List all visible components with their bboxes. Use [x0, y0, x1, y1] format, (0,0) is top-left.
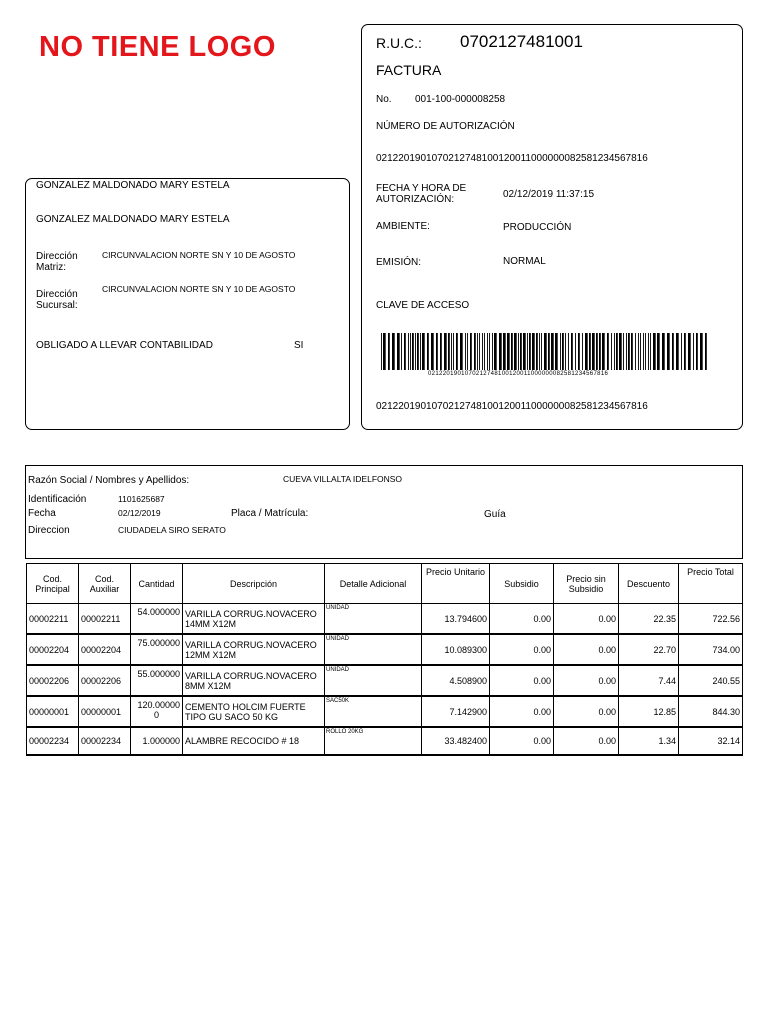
issuer-name: GONZALEZ MALDONADO MARY ESTELA [36, 180, 230, 191]
header-precio-unitario: Precio Unitario [422, 564, 490, 604]
cell-descripcion [183, 634, 325, 665]
cell-cantidad-l1: 75.000000 [137, 638, 180, 648]
cell-subsidio: 0.00 [490, 727, 554, 755]
razon-label: Razón Social / Nombres y Apellidos: [28, 475, 190, 486]
ruc-label: R.U.C.: [376, 35, 422, 51]
cell-detalle [325, 696, 422, 727]
cell-precio-sin-subsidio: 0.00 [554, 604, 619, 635]
cell-desc-l1: CEMENTO HOLCIM FUERTE [185, 701, 306, 712]
issuer-trade-name: GONZALEZ MALDONADO MARY ESTELA [36, 214, 230, 225]
header-precio-total: Precio Total [679, 564, 743, 604]
auth-date-label-line1: FECHA Y HORA DE [376, 183, 467, 194]
barcode-image [379, 333, 709, 370]
header-precio-sin-subsidio [554, 564, 619, 604]
header-detalle: Detalle Adicional [325, 564, 422, 604]
cell-precio-unitario: 13.794600 [422, 604, 490, 635]
header-cod-auxiliar-line1: Cod. [94, 573, 114, 584]
fecha-value: 02/12/2019 [118, 508, 161, 518]
cell-precio-unitario: 7.142900 [422, 696, 490, 727]
cell-subsidio: 0.00 [490, 634, 554, 665]
id-label: Identificación [28, 494, 87, 505]
cell-cod: 00002211 [27, 604, 79, 635]
cell-cantidad [131, 665, 183, 696]
cell-detalle [325, 727, 422, 755]
auth-date-label-line2: AUTORIZACIÓN: [376, 194, 455, 205]
cell-precio-unitario: 4.508900 [422, 665, 490, 696]
fecha-label: Fecha [28, 508, 56, 519]
cell-aux: 00000001 [79, 696, 131, 727]
cell-desc-l2: 12MM X12M [185, 649, 237, 660]
cell-descuento: 7.44 [619, 665, 679, 696]
cell-aux: 00002206 [79, 665, 131, 696]
cell-desc-l2: TIPO GU SACO 50 KG [185, 711, 279, 722]
ruc-value: 0702127481001 [460, 32, 583, 51]
dir-sucursal-label-line2: Sucursal: [36, 300, 78, 311]
cell-detalle [325, 665, 422, 696]
cell-precio-total: 722.56 [679, 604, 743, 635]
table-row [27, 665, 743, 696]
cell-precio-total: 240.55 [679, 665, 743, 696]
cell-cod: 00002206 [27, 665, 79, 696]
auth-label: NÚMERO DE AUTORIZACIÓN [376, 121, 515, 132]
cell-subsidio: 0.00 [490, 604, 554, 635]
cell-desc-l1: VARILLA CORRUG.NOVACERO [185, 670, 317, 681]
cell-precio-total: 844.30 [679, 696, 743, 727]
contabilidad-label: OBLIGADO A LLEVAR CONTABILIDAD [36, 340, 213, 351]
dir-sucursal-value: CIRCUNVALACION NORTE SN Y 10 DE AGOSTO [102, 284, 296, 294]
header-precio-sin-line2: Subsidio [568, 583, 604, 594]
header-cod-auxiliar-line2: Auxiliar [89, 583, 120, 594]
dir-matriz-label-line2: Matriz: [36, 262, 66, 273]
cell-cantidad-l1: 1.000000 [142, 736, 180, 746]
items-table [26, 563, 743, 756]
direccion-value: CIUDADELA SIRO SERATO [118, 525, 226, 535]
dir-matriz-label [36, 251, 78, 273]
cell-subsidio: 0.00 [490, 665, 554, 696]
header-cod-principal [27, 564, 79, 604]
cell-cantidad [131, 696, 183, 727]
cell-precio-unitario: 33.482400 [422, 727, 490, 755]
cell-precio-sin-subsidio: 0.00 [554, 665, 619, 696]
cell-cantidad-l1: 54.000000 [137, 607, 180, 617]
table-row [27, 696, 743, 727]
emision-value: NORMAL [503, 256, 546, 267]
dir-matriz-value: CIRCUNVALACION NORTE SN Y 10 DE AGOSTO [102, 250, 296, 260]
table-header-row [27, 564, 743, 604]
cell-aux: 00002211 [79, 604, 131, 635]
clave-label: CLAVE DE ACCESO [376, 300, 470, 311]
header-descuento: Descuento [619, 564, 679, 604]
header-subsidio: Subsidio [490, 564, 554, 604]
header-cod-principal-line2: Principal [35, 583, 70, 594]
cell-cod: 00002204 [27, 634, 79, 665]
cell-cod: 00002234 [27, 727, 79, 755]
cell-detalle-text: SAC50K [326, 698, 350, 704]
dir-sucursal-label-line1: Dirección [36, 289, 78, 300]
razon-value: CUEVA VILLALTA IDELFONSO [283, 474, 403, 484]
cell-descripcion [183, 665, 325, 696]
cell-detalle [325, 634, 422, 665]
cell-descripcion [183, 604, 325, 635]
cell-precio-sin-subsidio: 0.00 [554, 727, 619, 755]
cell-descripcion [183, 727, 325, 755]
table-row [27, 727, 743, 755]
cell-precio-total: 32.14 [679, 727, 743, 755]
guia-label: Guía [484, 509, 506, 520]
cell-precio-sin-subsidio: 0.00 [554, 696, 619, 727]
cell-precio-unitario: 10.089300 [422, 634, 490, 665]
cell-precio-sin-subsidio: 0.00 [554, 634, 619, 665]
cell-desc-l1: VARILLA CORRUG.NOVACERO [185, 608, 317, 619]
header-cod-auxiliar [79, 564, 131, 604]
header-descripcion: Descripción [183, 564, 325, 604]
header-cantidad: Cantidad [131, 564, 183, 604]
ambiente-label: AMBIENTE: [376, 221, 430, 232]
emision-label: EMISIÓN: [376, 257, 422, 268]
table-row [27, 634, 743, 665]
cell-cantidad-l2: 0 [153, 710, 159, 720]
direccion-label: Direccion [28, 525, 70, 536]
cell-detalle-text: ROLLO 20KG [326, 729, 364, 735]
dir-matriz-label-line1: Dirección [36, 251, 78, 262]
header-precio-sin-line1: Precio sin [566, 573, 606, 584]
header-cod-principal-line1: Cod. [42, 573, 62, 584]
cell-detalle [325, 604, 422, 635]
cell-detalle-text: UNIDAD [326, 667, 350, 673]
cell-descuento: 1.34 [619, 727, 679, 755]
table-row [27, 604, 743, 635]
invoice-no-label: No. [376, 94, 392, 105]
cell-detalle-text: UNIDAD [326, 605, 350, 611]
clave-value: 0212201901070212748100120011000000082581234567816 [376, 401, 648, 412]
cell-cantidad-l1: 55.000000 [137, 669, 180, 679]
cell-cantidad [131, 727, 183, 755]
cell-desc-l1: ALAMBRE RECOCIDO # 18 [185, 736, 300, 746]
dir-sucursal-label [36, 289, 78, 311]
cell-precio-total: 734.00 [679, 634, 743, 665]
cell-aux: 00002204 [79, 634, 131, 665]
barcode-text: 0212201901070212748100120011000000082581234567816 [428, 371, 609, 377]
cell-desc-l1: VARILLA CORRUG.NOVACERO [185, 639, 317, 650]
cell-subsidio: 0.00 [490, 696, 554, 727]
cell-descuento: 22.35 [619, 604, 679, 635]
invoice-no-value: 001-100-000008258 [415, 94, 506, 105]
id-value: 1101625687 [118, 494, 165, 504]
cell-desc-l2: 14MM X12M [185, 618, 237, 629]
cell-cod: 00000001 [27, 696, 79, 727]
placa-label: Placa / Matrícula: [231, 508, 309, 519]
auth-number: 0212201901070212748100120011000000082581234567816 [376, 153, 648, 164]
doc-type: FACTURA [376, 62, 442, 78]
cell-cantidad [131, 604, 183, 635]
cell-desc-l2: 8MM X12M [185, 680, 232, 691]
logo-placeholder: NO TIENE LOGO [39, 31, 276, 63]
ambiente-value: PRODUCCIÓN [503, 222, 572, 233]
cell-detalle-text: UNIDAD [326, 636, 350, 642]
contabilidad-value: SI [294, 340, 304, 351]
cell-cantidad-l1: 120.00000 [137, 700, 180, 710]
cell-descuento: 12.85 [619, 696, 679, 727]
cell-cantidad [131, 634, 183, 665]
auth-date-value: 02/12/2019 11:37:15 [503, 189, 595, 200]
cell-descuento: 22.70 [619, 634, 679, 665]
auth-date-label [376, 183, 466, 205]
cell-descripcion [183, 696, 325, 727]
cell-aux: 00002234 [79, 727, 131, 755]
